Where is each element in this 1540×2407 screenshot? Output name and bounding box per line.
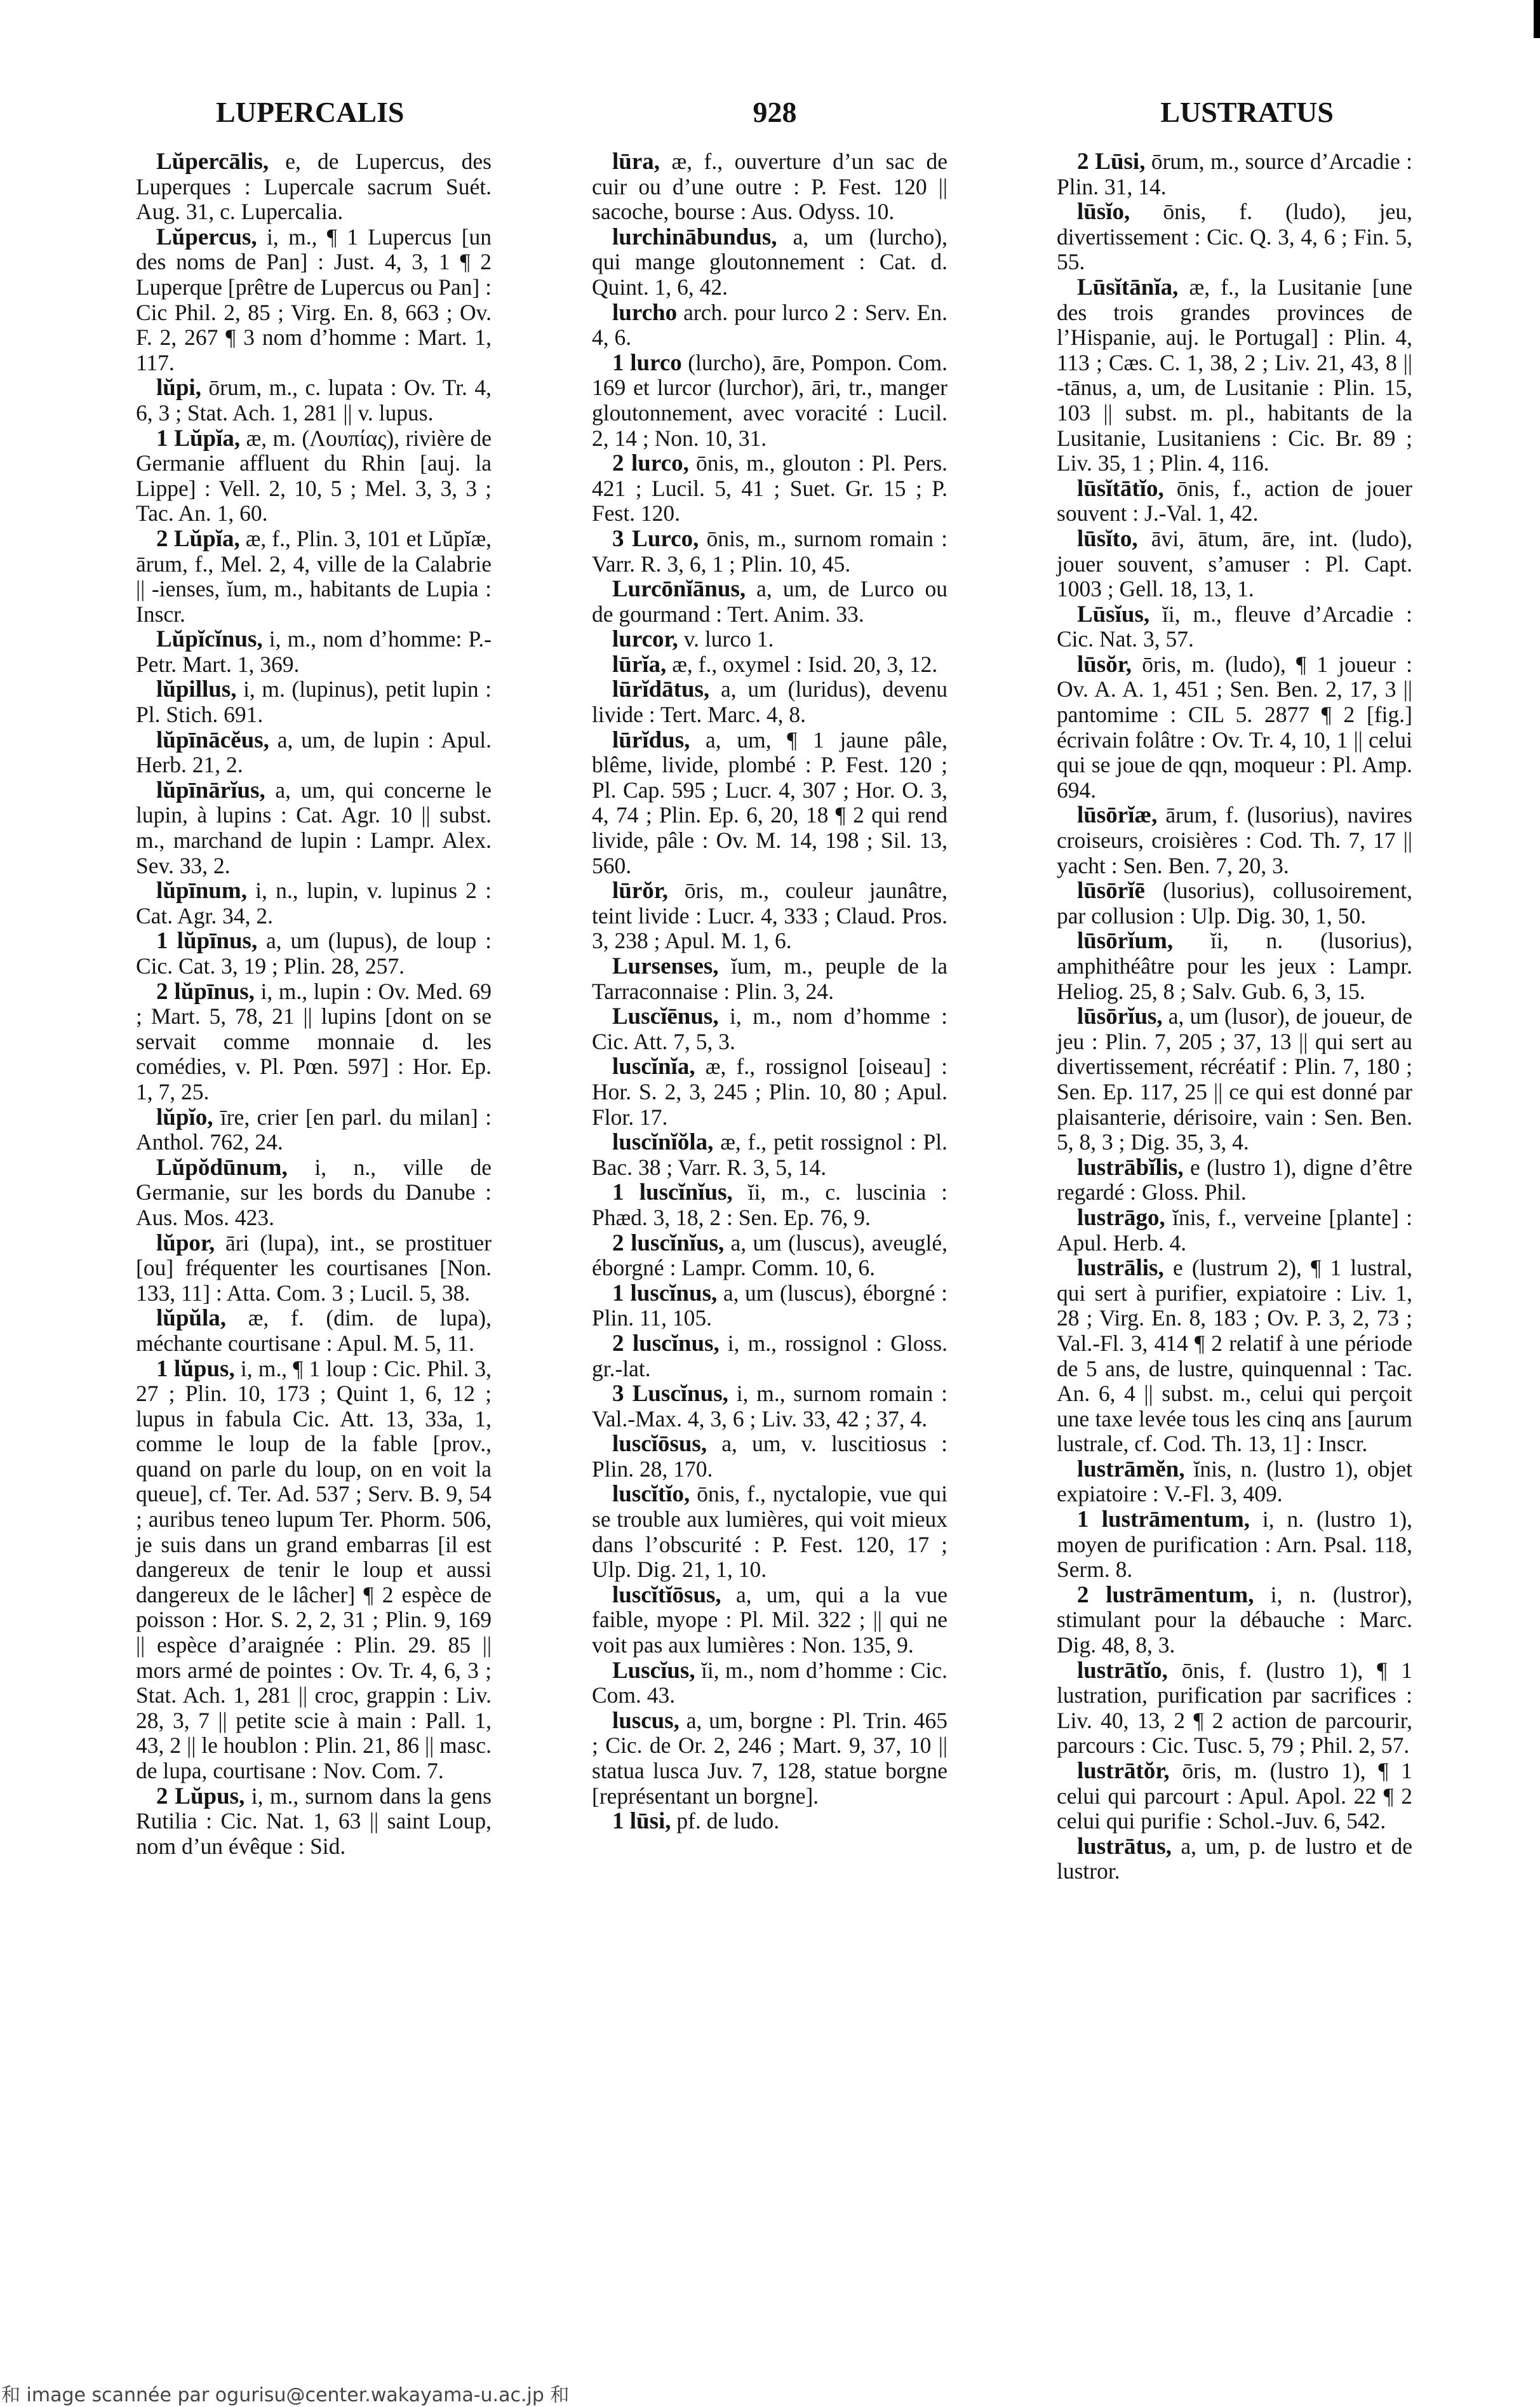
dictionary-entry: [1057, 476, 1412, 526]
header-last-word: LUSTRATUS: [1160, 96, 1334, 128]
dictionary-entry: [1057, 526, 1412, 602]
entry-headword: Lūsĭus,: [1077, 601, 1150, 627]
dictionary-entry: [1057, 1759, 1412, 1834]
entry-headword: 2 Lūsi,: [1077, 149, 1146, 175]
entry-headword: lūsĭtātĭo,: [1077, 475, 1164, 502]
entry-definition: i, m., nom d’homme: P.-Petr. Mart. 1, 369.: [136, 626, 492, 677]
entry-definition: æ, f., rossignol [oiseau] : Hor. S. 2, 3, 245 ; Plin. 10, 80 ; Apul. Flor. 17.: [592, 1054, 947, 1130]
dictionary-entry: [136, 225, 492, 376]
entry-definition: æ, f., la Lusitanie [une des trois grandes provinces de l’Hispanie, auj. le Portugal] : Plin. 4, 113 ; Cæs. C. 1, 38, 2 ; Liv. 21, 43, 8 || -tānus, a, um, de Lusitanie : Plin. 15, 103 || subst. m. pl., habitants de la Lusitanie, Lusitaniens : Cic. Br. 89 ; Liv. 35, 1 ; Plin. 4, 116.: [1057, 274, 1412, 476]
dictionary-entry: [592, 1130, 947, 1180]
entry-definition: ōnis, f. (lustro 1), ¶ 1 lustration, purification par sacrifices : Liv. 40, 13, 2 ¶ 2 action de parcourir, parcours : Cic. Tusc. 5, 79 ; Phil. 2, 57.: [1057, 1657, 1413, 1759]
entry-definition: i, n., lupin, v. lupinus 2 : Cat. Agr. 34, 2.: [136, 878, 492, 929]
entry-definition: v. lurco 1.: [683, 626, 774, 652]
running-header: [216, 95, 1334, 133]
entry-headword: luscĭtĭo,: [612, 1481, 690, 1508]
dictionary-entry: [1057, 803, 1412, 878]
entry-headword: lŭpīnācĕus,: [156, 727, 269, 753]
entry-definition: (lusorius), collusoirement, par collusion : Ulp. Dig. 30, 1, 50.: [1057, 878, 1412, 929]
entry-headword: 2 lŭpīnus,: [156, 978, 255, 1005]
entry-definition: (lurcho), āre, Pompon. Com. 169 et lurcor (lurchor), āri, tr., manger gloutonnement, avec voracité : Lucil. 2, 14 ; Non. 10, 31.: [592, 349, 947, 451]
dictionary-entry: [592, 1180, 947, 1230]
header-first-word: LUPERCALIS: [216, 96, 405, 128]
entry-definition: āvi, ātum, āre, int. (ludo), jouer souvent, s’amuser : Pl. Capt. 1003 ; Gell. 18, 13, 1.: [1057, 525, 1412, 602]
entry-definition: ĭi, n. (lusorius), amphithéâtre pour les jeux : Lampr. Heliog. 25, 8 ; Salv. Gub. 6, 3, 15.: [1057, 928, 1412, 1004]
entry-headword: lūrŏr,: [612, 878, 669, 904]
entry-headword: 2 luscĭnus,: [612, 1330, 720, 1357]
entry-definition: ōrum, m., source d’Arcadie : Plin. 31, 14.: [1057, 149, 1412, 199]
entry-definition: a, um (lupus), de loup : Cic. Cat. 3, 19 ; Plin. 28, 257.: [136, 928, 492, 979]
dictionary-entry: [592, 652, 947, 678]
entry-headword: 1 lŭpīnus,: [156, 928, 258, 955]
entry-headword: lūsŏr,: [1077, 651, 1132, 678]
entry-definition: a, um, ¶ 1 jaune pâle, blême, livide, plombé : P. Fest. 120 ; Pl. Cap. 595 ; Lucr. 4, 307 ; Hor. O. 3, 4, 74 ; Plin. Ep. 6, 20, 18 ¶ 2 qui rend livide, pâle : Ov. M. 14, 198 ; Sil. 13, 560.: [592, 727, 947, 878]
dictionary-entry: [592, 1331, 947, 1381]
entry-headword: luscĭōsus,: [612, 1431, 707, 1458]
entry-headword: 2 lurco,: [612, 450, 689, 477]
dictionary-entry: [136, 526, 492, 627]
dictionary-entry: [592, 1658, 947, 1708]
entry-headword: 1 luscĭnus,: [612, 1280, 718, 1306]
entry-definition: a, um (luridus), devenu livide : Tert. Marc. 4, 8.: [592, 676, 948, 728]
column-3: [1057, 149, 1412, 1884]
entry-headword: Lūsĭtānĭa,: [1077, 274, 1179, 300]
entry-definition: i, m., ¶ 1 Lupercus [un des noms de Pan] : Just. 4, 3, 1 ¶ 2 Luperque [prêtre de Lupercus ou Pan] : Cic Phil. 2, 85 ; Virg. En. 8, 663 ; Ov. F. 2, 267 ¶ 3 nom d’homme : Mart. 1, 117.: [136, 224, 492, 375]
dictionary-entry: [136, 677, 492, 727]
entry-headword: lustrātŏr,: [1077, 1758, 1170, 1784]
entry-definition: a, um (lurcho), qui mange gloutonnement : Cat. d. Quint. 1, 6, 42.: [592, 224, 947, 300]
entry-headword: lŭpor,: [156, 1230, 215, 1256]
dictionary-entry: [592, 677, 947, 727]
entry-headword: lūra,: [612, 149, 660, 175]
column-2: [592, 149, 947, 1834]
entry-definition: ōnis, m., surnom romain : Varr. R. 3, 6, 1 ; Plin. 10, 45.: [592, 525, 947, 577]
entry-headword: lūsōrĭus,: [1077, 1003, 1163, 1030]
dictionary-entry: [1057, 878, 1412, 929]
dictionary-entry: [592, 526, 947, 577]
entry-headword: 2 Lŭpus,: [156, 1783, 245, 1809]
entry-definition: i, m., nom d’homme : Cic. Att. 7, 5, 3.: [592, 1003, 947, 1054]
dictionary-entry: [592, 1708, 947, 1809]
dictionary-entry: [136, 878, 492, 929]
entry-definition: ōnis, f., action de jouer souvent : J.-Val. 1, 42.: [1057, 475, 1412, 526]
entry-definition: a, um, de Lurco ou de gourmand : Tert. Anim. 33.: [592, 576, 948, 627]
entry-headword: lūrĭdātus,: [612, 676, 710, 703]
entry-headword: luscus,: [612, 1707, 680, 1734]
dictionary-entry: [592, 1231, 947, 1281]
entry-definition: a, um, v. luscitiosus : Plin. 28, 170.: [592, 1431, 947, 1482]
entry-headword: 1 luscĭnĭus,: [612, 1179, 733, 1206]
entry-headword: lustrālis,: [1077, 1255, 1164, 1282]
dictionary-entry: [592, 627, 947, 652]
dictionary-entry: [1057, 1834, 1412, 1884]
dictionary-entry: [592, 1281, 947, 1331]
entry-definition: i, n., ville de Germanie, sur les bords du Danube : Aus. Mos. 423.: [136, 1154, 492, 1230]
entry-headword: lūsĭo,: [1077, 199, 1130, 225]
entry-headword: lurcor,: [612, 626, 678, 653]
dictionary-entry: [592, 878, 947, 954]
dictionary-entry: [592, 451, 947, 526]
dictionary-entry: [592, 1054, 947, 1130]
entry-headword: lŭpīnārĭus,: [156, 777, 265, 803]
dictionary-entry: [1057, 275, 1412, 476]
entry-definition: i, m., rossignol : Gloss. gr.-lat.: [592, 1330, 947, 1381]
dictionary-entry: [592, 954, 947, 1004]
dictionary-entry: [592, 149, 947, 225]
column-1: [136, 149, 492, 1859]
entry-definition: ĭum, m., peuple de la Tarraconnaise : Plin. 3, 24.: [592, 953, 948, 1004]
entry-headword: lūsōrĭum,: [1077, 928, 1174, 955]
dictionary-entry: [1057, 1507, 1412, 1583]
dictionary-entry: [592, 1381, 947, 1431]
entry-headword: lustrātĭo,: [1077, 1657, 1168, 1684]
dictionary-entry: [1057, 1457, 1412, 1507]
dictionary-entry: [592, 300, 947, 351]
entry-headword: lŭpĭo,: [156, 1104, 213, 1130]
entry-definition: i, m. (lupinus), petit lupin : Pl. Stich. 691.: [136, 676, 492, 728]
entry-headword: lŭpīnum,: [156, 878, 247, 904]
entry-headword: lustrābĭlis,: [1077, 1154, 1184, 1181]
entry-definition: i, m., surnom romain : Val.-Max. 4, 3, 6 ; Liv. 33, 42 ; 37, 4.: [592, 1381, 947, 1431]
dictionary-entry: [1057, 602, 1412, 652]
entry-definition: ĭi, m., nom d’homme : Cic. Com. 43.: [592, 1657, 947, 1708]
page-number: 928: [753, 96, 797, 128]
dictionary-entry: [136, 1155, 492, 1231]
dictionary-entry: [1057, 1658, 1412, 1759]
entry-headword: 2 luscĭnĭus,: [612, 1230, 725, 1256]
entry-definition: i, n. (lustror), stimulant pour la débauche : Marc. Dig. 48, 8, 3.: [1057, 1581, 1412, 1658]
dictionary-entry: [136, 1784, 492, 1860]
dictionary-entry: [1057, 199, 1412, 275]
dictionary-entry: [1057, 1004, 1412, 1155]
entry-headword: 1 lurco: [612, 349, 682, 376]
dictionary-entry: [592, 728, 947, 879]
entry-definition: e, de Lupercus, des Luperques : Lupercale sacrum Suét. Aug. 31, c. Lupercalia.: [136, 149, 492, 225]
entry-headword: Lurcōnĭānus,: [612, 576, 746, 603]
dictionary-entry: [136, 627, 492, 677]
entry-definition: i, n. (lustro 1), moyen de purification : Arn. Psal. 118, Serm. 8.: [1057, 1506, 1413, 1583]
dictionary-entry: [592, 1482, 947, 1582]
entry-definition: ĭi, m., fleuve d’Arcadie : Cic. Nat. 3, 57.: [1057, 601, 1412, 652]
dictionary-entry: [1057, 929, 1412, 1004]
entry-headword: Lŭpercālis,: [156, 149, 269, 175]
dictionary-entry: [592, 1583, 947, 1658]
entry-headword: luscĭnĭa,: [612, 1054, 695, 1080]
entry-definition: a, um, de lupin : Apul. Herb. 21, 2.: [136, 727, 492, 778]
dictionary-entry: [1057, 149, 1412, 199]
dictionary-entry: [592, 577, 947, 627]
entry-headword: 3 Lurco,: [612, 525, 699, 552]
dictionary-entry: [136, 728, 492, 778]
entry-definition: a, um, borgne : Pl. Trin. 465 ; Cic. de Or. 2, 246 ; Mart. 9, 37, 10 || statua lusca Juv. 7, 128, statue borgne [représentant un borgne].: [592, 1707, 947, 1809]
entry-definition: ĭnis, f., verveine [plante] : Apul. Herb. 4.: [1057, 1204, 1412, 1256]
dictionary-entry: [136, 375, 492, 426]
entry-definition: a, um, qui concerne le lupin, à lupins : Cat. Agr. 10 || subst. m., marchand de lupin : Lampr. Alex. Sev. 33, 2.: [136, 777, 492, 878]
entry-definition: ĭi, m., c. luscinia : Phæd. 3, 18, 2 : Sen. Ep. 76, 9.: [592, 1179, 948, 1230]
entry-definition: ōris, m. (ludo), ¶ 1 joueur : Ov. A. A. 1, 451 ; Sen. Ben. 2, 17, 3 || pantomime : CIL 5. 2877 ¶ 2 [fig.] écrivain folâtre : Ov. Tr. 4, 10, 1 || celui qui se joue de qqn, moqueur : Pl. Amp. 694.: [1057, 651, 1412, 803]
dictionary-entry: [136, 149, 492, 225]
dictionary-entry: [592, 351, 947, 451]
dictionary-entry: [136, 1357, 492, 1784]
entry-definition: a, um (lusor), de joueur, de jeu : Plin. 7, 205 ; 37, 13 || qui sert au divertissement, récréatif : Plin. 7, 180 ; Sen. Ep. 117, 25 || ce qui est donné par plaisanterie, dérisoire, vain : Sen. Ben. 5, 8, 3 ; Dig. 35, 3, 4.: [1057, 1003, 1413, 1155]
entry-definition: a, um, qui a la vue faible, myope : Pl. Mil. 322 ; || qui ne voit pas aux lumières : Non. 135, 9.: [592, 1581, 948, 1658]
entry-headword: luscĭtĭōsus,: [612, 1581, 721, 1608]
dictionary-entry: [1057, 1583, 1412, 1658]
dictionary-entry: [592, 1809, 947, 1834]
entry-definition: ārum, f. (lusorius), navires croiseurs, croisières : Cod. Th. 7, 17 || yacht : Sen. Ben. 7, 20, 3.: [1057, 802, 1413, 878]
entry-headword: lurchinābundus,: [612, 224, 777, 250]
entry-headword: 1 Lŭpĭa,: [156, 425, 241, 452]
entry-definition: ōrum, m., c. lupata : Ov. Tr. 4, 6, 3 ; Stat. Ach. 1, 281 || v. lupus.: [136, 375, 492, 426]
dictionary-entry: [1057, 1256, 1412, 1457]
entry-headword: 1 lŭpus,: [156, 1355, 235, 1382]
entry-definition: æ, f., Plin. 3, 101 et Lŭpĭæ, ārum, f., Mel. 2, 4, ville de la Calabrie || -ienses, ĭum, m., habitants de Lupia : Inscr.: [136, 525, 492, 627]
dictionary-entry: [592, 225, 947, 300]
entry-definition: āri (lupa), int., se prostituer [ou] fréquenter les courtisanes [Non. 133, 11] : Atta. Com. 3 ; Lucil. 5, 38.: [136, 1230, 492, 1306]
entry-definition: æ, f., oxymel : Isid. 20, 3, 12.: [672, 651, 938, 677]
entry-definition: ōnis, f. (ludo), jeu, divertissement : Cic. Q. 3, 4, 6 ; Fin. 5, 55.: [1057, 199, 1412, 275]
entry-headword: 1 lūsi,: [612, 1808, 671, 1835]
dictionary-entry: [136, 1105, 492, 1155]
dictionary-entry: [136, 1306, 492, 1356]
entry-definition: æ, f., ouverture d’un sac de cuir ou d’une outre : P. Fest. 120 || sacoche, bourse : Aus. Odyss. 10.: [592, 149, 947, 225]
entry-definition: e (lustrum 2), ¶ 1 lustral, qui sert à purifier, expiatoire : Liv. 1, 28 ; Virg. En. 8, 183 ; Ov. P. 3, 2, 73 ; Val.-Fl. 3, 414 ¶ 2 relatif à une période de 5 ans, de lustre, quinquennal : Tac. An. 6, 4 || subst. m., celui qui perçoit une taxe levée tous les cinq ans [aurum lustrale, cf. Cod. Th. 13, 1] : Inscr.: [1057, 1255, 1413, 1457]
entry-headword: Lŭpercus,: [156, 224, 257, 250]
entry-definition: e (lustro 1), digne d’être regardé : Gloss. Phil.: [1057, 1154, 1413, 1205]
entry-definition: a, um (luscus), aveuglé, éborgné : Lampr. Comm. 10, 6.: [592, 1230, 947, 1281]
dictionary-entry: [592, 1004, 947, 1054]
page-edge-mark: [1534, 0, 1540, 38]
entry-definition: ōnis, f., nyctalopie, vue qui se trouble aux lumières, qui voit mieux dans l’obscurité : P. Fest. 120, 17 ; Ulp. Dig. 21, 1, 10.: [592, 1481, 948, 1583]
entry-headword: lŭpŭla,: [156, 1305, 227, 1332]
dictionary-entry: [136, 778, 492, 878]
entry-headword: lūrĭdus,: [612, 727, 690, 753]
entry-headword: lūsĭto,: [1077, 525, 1138, 552]
entry-headword: lustrāgo,: [1077, 1204, 1165, 1231]
entry-headword: lŭpi,: [156, 375, 201, 401]
entry-definition: arch. pour lurco 2 : Serv. En. 4, 6.: [592, 299, 947, 351]
entry-headword: lŭpillus,: [156, 676, 237, 703]
entry-headword: 2 lustrāmentum,: [1077, 1581, 1254, 1608]
entry-headword: 2 Lŭpĭa,: [156, 525, 240, 552]
entry-definition: æ, m. (Λουπίας), rivière de Germanie affluent du Rhin [auj. la Lippe] : Vell. 2, 10, 5 ; Mel. 3, 3, 3 ; Tac. An. 1, 60.: [136, 425, 492, 526]
dictionary-entry: [1057, 652, 1412, 803]
entry-headword: Luscĭus,: [612, 1657, 695, 1684]
entry-definition: īre, crier [en parl. du milan] : Anthol. 762, 24.: [136, 1104, 492, 1155]
entry-headword: lūsōrĭē: [1077, 878, 1145, 904]
entry-definition: ōnis, m., glouton : Pl. Pers. 421 ; Lucil. 5, 41 ; Suet. Gr. 15 ; P. Fest. 120.: [592, 450, 948, 526]
entry-definition: i, m., surnom dans la gens Rutilia : Cic. Nat. 1, 63 || saint Loup, nom d’un évêque : Sid.: [136, 1783, 492, 1859]
entry-definition: a, um (luscus), éborgné : Plin. 11, 105.: [592, 1280, 948, 1331]
entry-headword: lūsōrĭæ,: [1077, 802, 1158, 829]
entry-definition: i, m., lupin : Ov. Med. 69 ; Mart. 5, 78, 21 || lupins [dont on se servait comme monnaie d. les comédies, v. Pl. Pœn. 597] : Hor. Ep. 1, 7, 25.: [136, 978, 492, 1104]
entry-definition: æ, f. (dim. de lupa), méchante courtisane : Apul. M. 5, 11.: [136, 1305, 492, 1356]
entry-headword: Luscĭēnus,: [612, 1003, 719, 1030]
entry-definition: ĭnis, n. (lustro 1), objet expiatoire : V.-Fl. 3, 409.: [1057, 1456, 1413, 1507]
entry-headword: Lursenses,: [612, 953, 719, 979]
dictionary-entry: [136, 979, 492, 1105]
dictionary-entry: [136, 1231, 492, 1306]
entry-headword: lustrāmĕn,: [1077, 1456, 1185, 1482]
entry-definition: i, m., ¶ 1 loup : Cic. Phil. 3, 27 ; Plin. 10, 173 ; Quint 1, 6, 12 ; lupus in fabula Cic. Att. 13, 33a, 1, comme le loup de la fable [prov., quand on parle du loup, on en voit la queue], cf. Ter. Ad. 537 ; Serv. B. 9, 54 ; auribus teneo lupum Ter. Phorm. 506, je suis dans un grand embarras [il est dangereux de tenir le loup et aussi dangereux de le lâcher] ¶ 2 espèce de poisson : Hor. S. 2, 2, 31 ; Plin. 9, 169 || espèce d’araignée : Plin. 29. 85 || mors armé de pointes : Ov. Tr. 4, 6, 3 ; Stat. Ach. 1, 281 || croc, grappin : Liv. 28, 3, 7 || petite scie à main : Pall. 1, 43, 2 || le houblon : Plin. 21, 86 || masc. de lupa, courtisane : Nov. Com. 7.: [136, 1355, 492, 1783]
dictionary-entry: [1057, 1205, 1412, 1256]
entry-headword: lustrātus,: [1077, 1833, 1172, 1860]
entry-headword: 3 Luscĭnus,: [612, 1381, 728, 1407]
entry-headword: luscĭnĭŏla,: [612, 1129, 714, 1156]
entry-definition: pf. de ludo.: [676, 1808, 780, 1834]
entry-definition: ōris, m., couleur jaunâtre, teint livide : Lucr. 4, 333 ; Claud. Pros. 3, 238 ; Apul. M. 1, 6.: [592, 878, 947, 954]
entry-headword: 1 lustrāmentum,: [1077, 1506, 1250, 1533]
dictionary-entry: [592, 1431, 947, 1482]
entry-headword: lurcho: [612, 299, 678, 326]
entry-headword: Lŭpŏdūnum,: [156, 1154, 288, 1181]
entry-definition: ōris, m. (lustro 1), ¶ 1 celui qui parcourt : Apul. Apol. 22 ¶ 2 celui qui purifie : Schol.-Juv. 6, 542.: [1057, 1758, 1412, 1834]
entry-definition: æ, f., petit rossignol : Pl. Bac. 38 ; Varr. R. 3, 5, 14.: [592, 1129, 948, 1180]
dictionary-entry: [1057, 1155, 1412, 1205]
dictionary-entry: [136, 426, 492, 526]
scan-credit: 和 image scannée par ogurisu@center.wakayama-u.ac.jp 和: [1, 2384, 570, 2406]
entry-definition: a, um, p. de lustro et de lustror.: [1057, 1833, 1412, 1884]
entry-headword: Lŭpĭcĭnus,: [156, 626, 263, 653]
entry-headword: lūrĭa,: [612, 651, 667, 678]
dictionary-entry: [136, 929, 492, 979]
